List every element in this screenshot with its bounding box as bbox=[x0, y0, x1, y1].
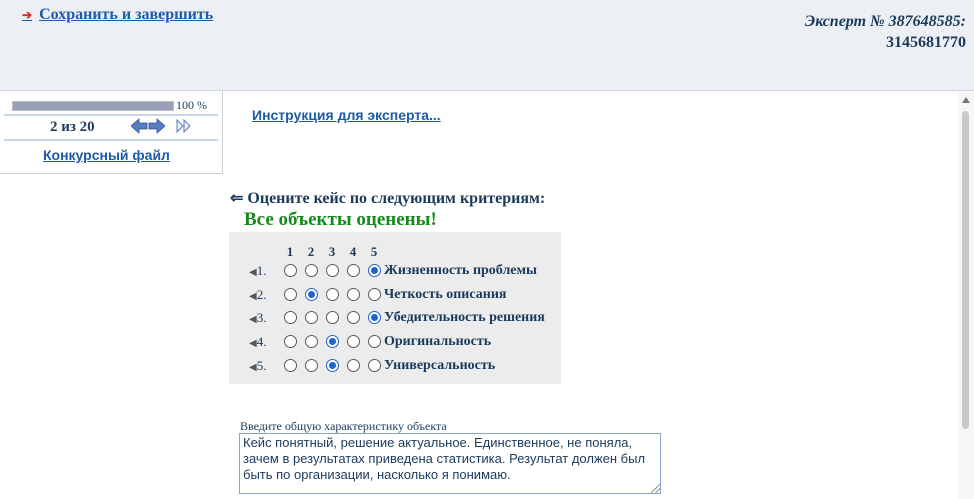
column-header: 3 bbox=[328, 244, 336, 259]
column-header: 1 bbox=[286, 244, 294, 259]
rating-radio-1[interactable] bbox=[284, 311, 297, 324]
criterion-row bbox=[229, 308, 561, 328]
criterion-row bbox=[229, 356, 561, 376]
scrollbar-thumb[interactable] bbox=[962, 111, 969, 429]
rating-radio-4[interactable] bbox=[347, 288, 360, 301]
skip-forward-icon[interactable] bbox=[176, 119, 192, 138]
item-counter: 2 из 20 bbox=[50, 119, 95, 135]
progress-bar-fill bbox=[13, 102, 173, 110]
criterion-number: ◀5. bbox=[249, 358, 267, 373]
criterion-row bbox=[229, 285, 561, 305]
criterion-label: Оригинальность bbox=[384, 334, 492, 349]
criterion-label: Убедительность решения bbox=[384, 310, 545, 325]
rating-radio-1[interactable] bbox=[284, 335, 297, 348]
rating-radio-5[interactable] bbox=[368, 359, 381, 372]
expert-instructions-link[interactable]: Инструкция для эксперта... bbox=[252, 107, 441, 123]
rating-panel bbox=[229, 232, 561, 384]
column-header: 2 bbox=[307, 244, 315, 259]
comment-textarea[interactable] bbox=[239, 433, 661, 494]
arrow-right-icon: ➔ bbox=[22, 7, 33, 22]
criterion-row bbox=[229, 261, 561, 281]
rating-radio-2[interactable] bbox=[305, 335, 318, 348]
criterion-label: Четкость описания bbox=[384, 287, 507, 302]
triangle-left-icon: ◀ bbox=[249, 362, 257, 373]
rating-radio-3[interactable] bbox=[326, 335, 339, 348]
expert-title: Эксперт № 387648585: bbox=[804, 13, 966, 30]
competition-file-link[interactable]: Конкурсный файл bbox=[43, 147, 170, 163]
rating-radio-4[interactable] bbox=[347, 311, 360, 324]
criterion-label: Универсальность bbox=[384, 358, 496, 373]
rating-radio-3[interactable] bbox=[326, 311, 339, 324]
rating-radio-3[interactable] bbox=[326, 359, 339, 372]
prev-next-arrows-icon[interactable] bbox=[131, 118, 165, 139]
triangle-left-icon: ◀ bbox=[249, 338, 257, 349]
all-rated-message: Все объекты оценены! bbox=[244, 209, 437, 230]
divider bbox=[4, 114, 218, 116]
progress-percent: 100 % bbox=[176, 98, 207, 112]
rating-radio-2[interactable] bbox=[305, 264, 318, 277]
divider bbox=[4, 139, 218, 141]
rating-radio-1[interactable] bbox=[284, 264, 297, 277]
criterion-number: ◀4. bbox=[249, 334, 267, 349]
rating-radio-2[interactable] bbox=[305, 311, 318, 324]
vertical-scrollbar[interactable] bbox=[958, 91, 974, 499]
rating-radio-2[interactable] bbox=[305, 359, 318, 372]
rating-radio-4[interactable] bbox=[347, 359, 360, 372]
rating-radio-5[interactable] bbox=[368, 264, 381, 277]
resize-grip-icon[interactable] bbox=[651, 484, 660, 493]
navigation-panel bbox=[0, 91, 223, 174]
comment-label: Введите общую характеристику объекта bbox=[240, 419, 447, 433]
save-and-finish-label: Сохранить и завершить bbox=[39, 6, 214, 23]
triangle-left-icon: ◀ bbox=[249, 314, 257, 325]
header-bar bbox=[0, 0, 974, 91]
rating-radio-5[interactable] bbox=[368, 335, 381, 348]
expert-id: 3145681770 bbox=[886, 34, 966, 51]
triangle-left-icon: ◀ bbox=[249, 291, 257, 302]
column-header: 4 bbox=[349, 244, 357, 259]
criterion-number: ◀2. bbox=[249, 287, 267, 302]
criterion-label: Жизненность проблемы bbox=[384, 263, 537, 278]
criterion-number: ◀1. bbox=[249, 263, 267, 278]
criterion-row bbox=[229, 332, 561, 352]
save-and-finish-link[interactable] bbox=[22, 6, 213, 24]
rating-heading: ⇐ Оцените кейс по следующим критериям: bbox=[230, 190, 546, 207]
rating-radio-4[interactable] bbox=[347, 335, 360, 348]
rating-radio-4[interactable] bbox=[347, 264, 360, 277]
rating-radio-1[interactable] bbox=[284, 359, 297, 372]
rating-radio-5[interactable] bbox=[368, 288, 381, 301]
scroll-up-icon[interactable] bbox=[962, 97, 970, 103]
expert-info bbox=[805, 11, 966, 53]
rating-radio-2[interactable] bbox=[305, 288, 318, 301]
rating-radio-3[interactable] bbox=[326, 264, 339, 277]
rating-radio-5[interactable] bbox=[368, 311, 381, 324]
column-header: 5 bbox=[370, 244, 378, 259]
triangle-left-icon: ◀ bbox=[249, 267, 257, 278]
rating-radio-1[interactable] bbox=[284, 288, 297, 301]
progress-bar bbox=[12, 101, 174, 111]
rating-radio-3[interactable] bbox=[326, 288, 339, 301]
criterion-number: ◀3. bbox=[249, 310, 267, 325]
